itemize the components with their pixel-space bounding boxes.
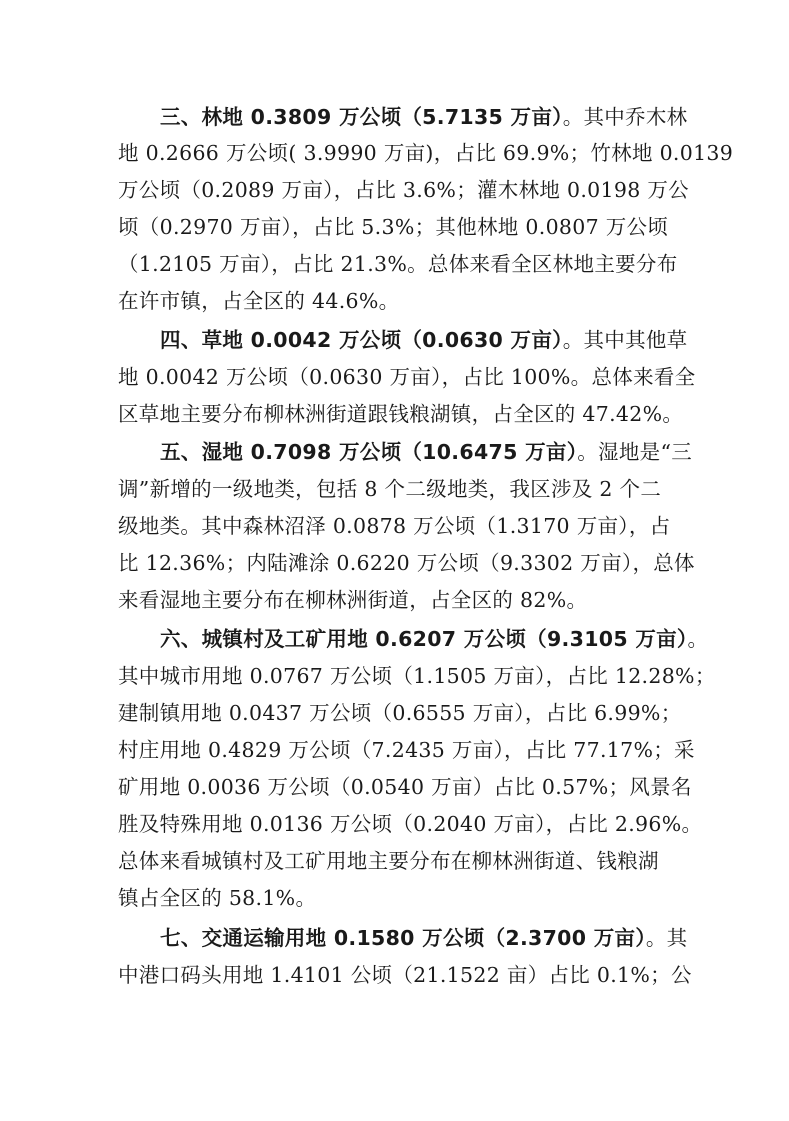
section-3-line-4: （1.2105 万亩），占比 21.3%。总体来看全区林地主要分布 <box>118 252 678 276</box>
section-7-heading: 七、交通运输用地 0.1580 万公顷（2.3700 万亩） <box>160 926 646 950</box>
section-7-first-line <box>160 923 688 953</box>
section-3-line-0: 。其中乔木林 <box>562 105 688 129</box>
section-6-line-0: 。 <box>687 627 709 651</box>
section-5-first-line <box>160 437 693 467</box>
section-5-line-4: 来看湿地主要分布在柳林洲街道，占全区的 82%。 <box>118 588 588 612</box>
section-5-heading: 五、湿地 0.7098 万公顷（10.6475 万亩） <box>160 440 578 464</box>
section-4-line-1: 地 0.0042 万公顷（0.0630 万亩），占比 100%。总体来看全 <box>118 365 696 389</box>
section-4-first-line <box>160 325 688 355</box>
section-5-line-1: 调”新增的一级地类，包括 8 个二级地类，我区涉及 2 个二 <box>118 477 662 501</box>
section-6-line-3: 村庄用地 0.4829 万公顷（7.2435 万亩），占比 77.17%；采 <box>118 738 695 762</box>
section-6-line-7: 镇占全区的 58.1%。 <box>118 886 317 910</box>
section-7-line-1: 中港口码头用地 1.4101 公顷（21.1522 亩）占比 0.1%；公 <box>118 963 692 987</box>
section-6-heading: 六、城镇村及工矿用地 0.6207 万公顷（9.3105 万亩） <box>160 627 688 651</box>
section-3-line-1: 地 0.2666 万公顷( 3.9990 万亩)，占比 69.9%；竹林地 0.0139 <box>118 141 734 165</box>
section-3-line-5: 在许市镇，占全区的 44.6%。 <box>118 289 400 313</box>
section-5-line-3: 比 12.36%；内陆滩涂 0.6220 万公顷（9.3302 万亩），总体 <box>118 551 695 575</box>
section-4-line-0: 。其中其他草 <box>562 328 688 352</box>
section-4-heading: 四、草地 0.0042 万公顷（0.0630 万亩） <box>160 328 563 352</box>
section-6-line-1: 其中城市用地 0.0767 万公顷（1.1505 万亩），占比 12.28%； <box>118 664 716 688</box>
section-6-line-6: 总体来看城镇村及工矿用地主要分布在柳林洲街道、钱粮湖 <box>118 849 659 873</box>
section-6-line-2: 建制镇用地 0.0437 万公顷（0.6555 万亩），占比 6.99%； <box>118 701 682 725</box>
section-6-line-4: 矿用地 0.0036 万公顷（0.0540 万亩）占比 0.57%；风景名 <box>118 775 692 799</box>
section-4-line-2: 区草地主要分布柳林洲街道跟钱粮湖镇，占全区的 47.42%。 <box>118 402 684 426</box>
section-3-line-3: 顷（0.2970 万亩），占比 5.3%；其他林地 0.0807 万公顷 <box>118 215 669 239</box>
section-6-first-line <box>160 624 709 654</box>
section-3-heading: 三、林地 0.3809 万公顷（5.7135 万亩） <box>160 105 563 129</box>
section-5-line-2: 级地类。其中森林沼泽 0.0878 万公顷（1.3170 万亩），占 <box>118 514 671 538</box>
section-3-line-2: 万公顷（0.2089 万亩），占比 3.6%；灌木林地 0.0198 万公 <box>118 178 689 202</box>
section-7-line-0: 。其 <box>645 926 688 950</box>
section-6-line-5: 胜及特殊用地 0.0136 万公顷（0.2040 万亩），占比 2.96%。 <box>118 812 703 836</box>
section-5-line-0: 。湿地是“三 <box>577 440 693 464</box>
section-3-first-line <box>160 102 688 132</box>
